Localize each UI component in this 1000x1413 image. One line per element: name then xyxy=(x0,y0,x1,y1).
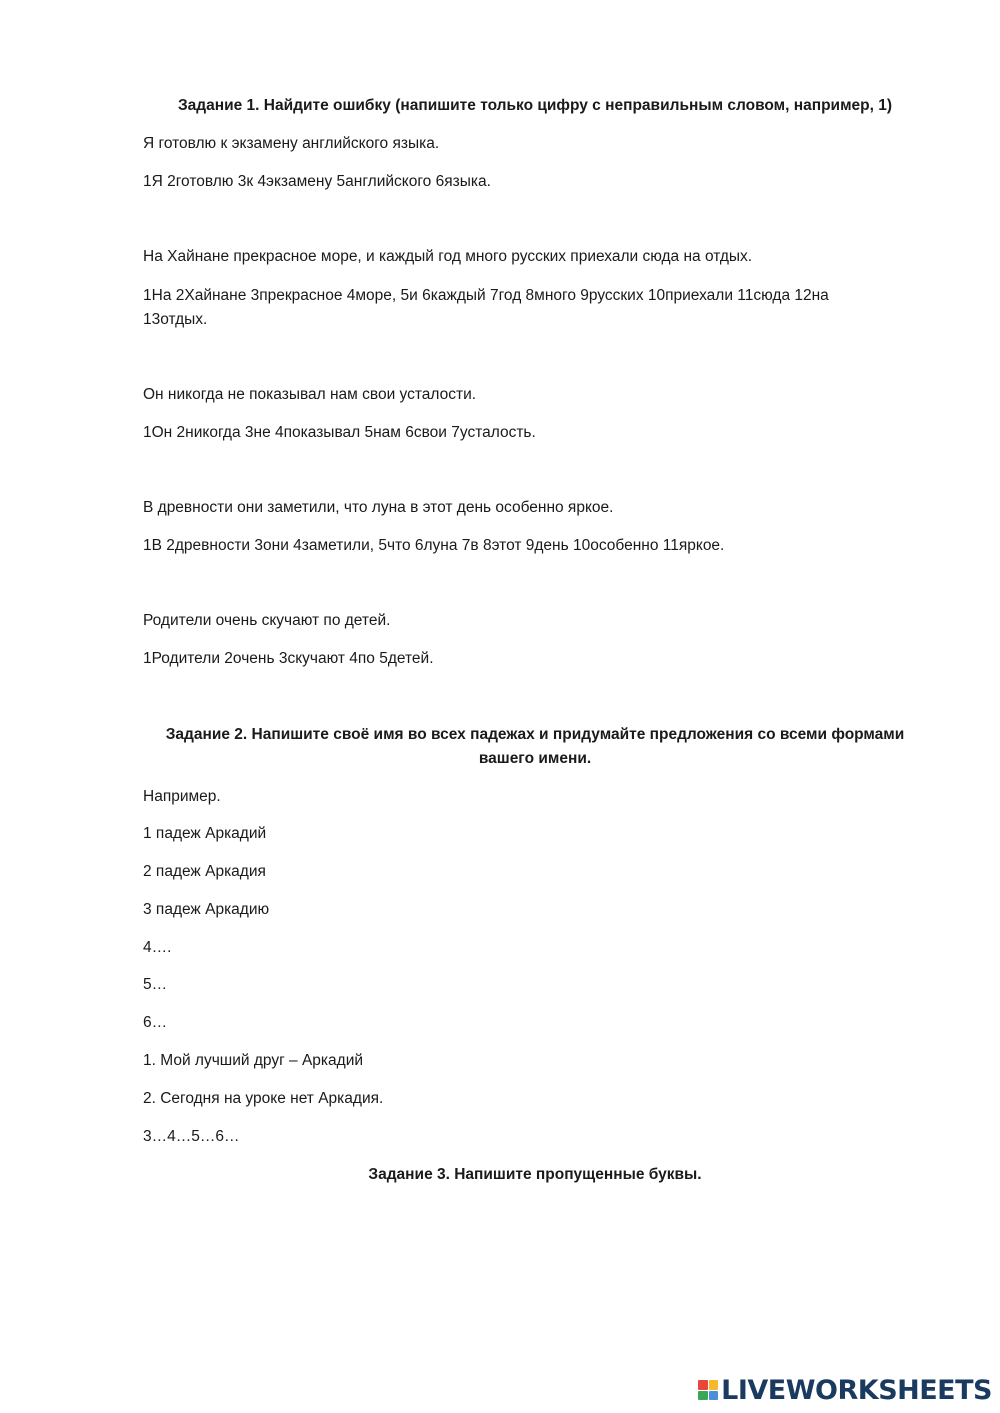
task1-numbered-2-cont: 13отдых. xyxy=(143,311,208,328)
task2-title-line2: вашего имени. xyxy=(478,750,592,767)
liveworksheets-logo-text: LIVEWORKSHEETS xyxy=(721,1374,992,1406)
task2-case-4: 4…. xyxy=(143,939,172,956)
task1-sentence-1: Я готовлю к экзамену английского языка. xyxy=(143,135,440,152)
task1-numbered-5: 1Родители 2очень 3скучают 4по 5детей. xyxy=(143,650,434,667)
task1-sentence-5: Родители очень скучают по детей. xyxy=(143,612,391,629)
task1-sentence-3: Он никогда не показывал нам свои усталости. xyxy=(143,386,477,403)
task2-case-5: 5… xyxy=(143,976,168,993)
task1-sentence-2: На Хайнане прекрасное море, и каждый год много русских приехали сюда на отдых. xyxy=(143,248,753,265)
task2-case-1: 1 падеж Аркадий xyxy=(143,825,267,842)
task2-sentence-rest: 3…4…5…6… xyxy=(143,1128,240,1145)
task2-case-6: 6… xyxy=(143,1014,168,1031)
task1-sentence-4: В древности они заметили, что луна в этот день особенно яркое. xyxy=(143,499,614,516)
liveworksheets-logo-icon xyxy=(698,1380,718,1400)
task2-example-label: Например. xyxy=(143,788,221,805)
task1-numbered-3: 1Он 2никогда 3не 4показывал 5нам 6свои 7усталость. xyxy=(143,424,536,441)
task2-title-line1: Задание 2. Напишите своё имя во всех падежах и придумайте предложения со всеми формами xyxy=(165,726,905,743)
task2-case-2: 2 падеж Аркадия xyxy=(143,863,266,880)
task1-numbered-2: 1На 2Хайнане 3прекрасное 4море, 5и 6каждый 7год 8много 9русских 10приехали 11сюда 12на xyxy=(143,287,829,304)
task1-numbered-1: 1Я 2готовлю 3к 4экзамену 5английского 6языка. xyxy=(143,173,491,190)
task2-sentence-1: 1. Мой лучший друг – Аркадий xyxy=(143,1052,364,1069)
liveworksheets-logo[interactable] xyxy=(698,1373,992,1407)
task1-title: Задание 1. Найдите ошибку (напишите только цифру с неправильным словом, например, 1) xyxy=(177,97,893,114)
task2-sentence-2: 2. Сегодня на уроке нет Аркадия. xyxy=(143,1090,384,1107)
task3-title: Задание 3. Напишите пропущенные буквы. xyxy=(368,1166,702,1183)
task2-case-3: 3 падеж Аркадию xyxy=(143,901,270,918)
task1-numbered-4: 1В 2древности 3они 4заметили, 5что 6луна 7в 8этот 9день 10особенно 11яркое. xyxy=(143,537,725,554)
